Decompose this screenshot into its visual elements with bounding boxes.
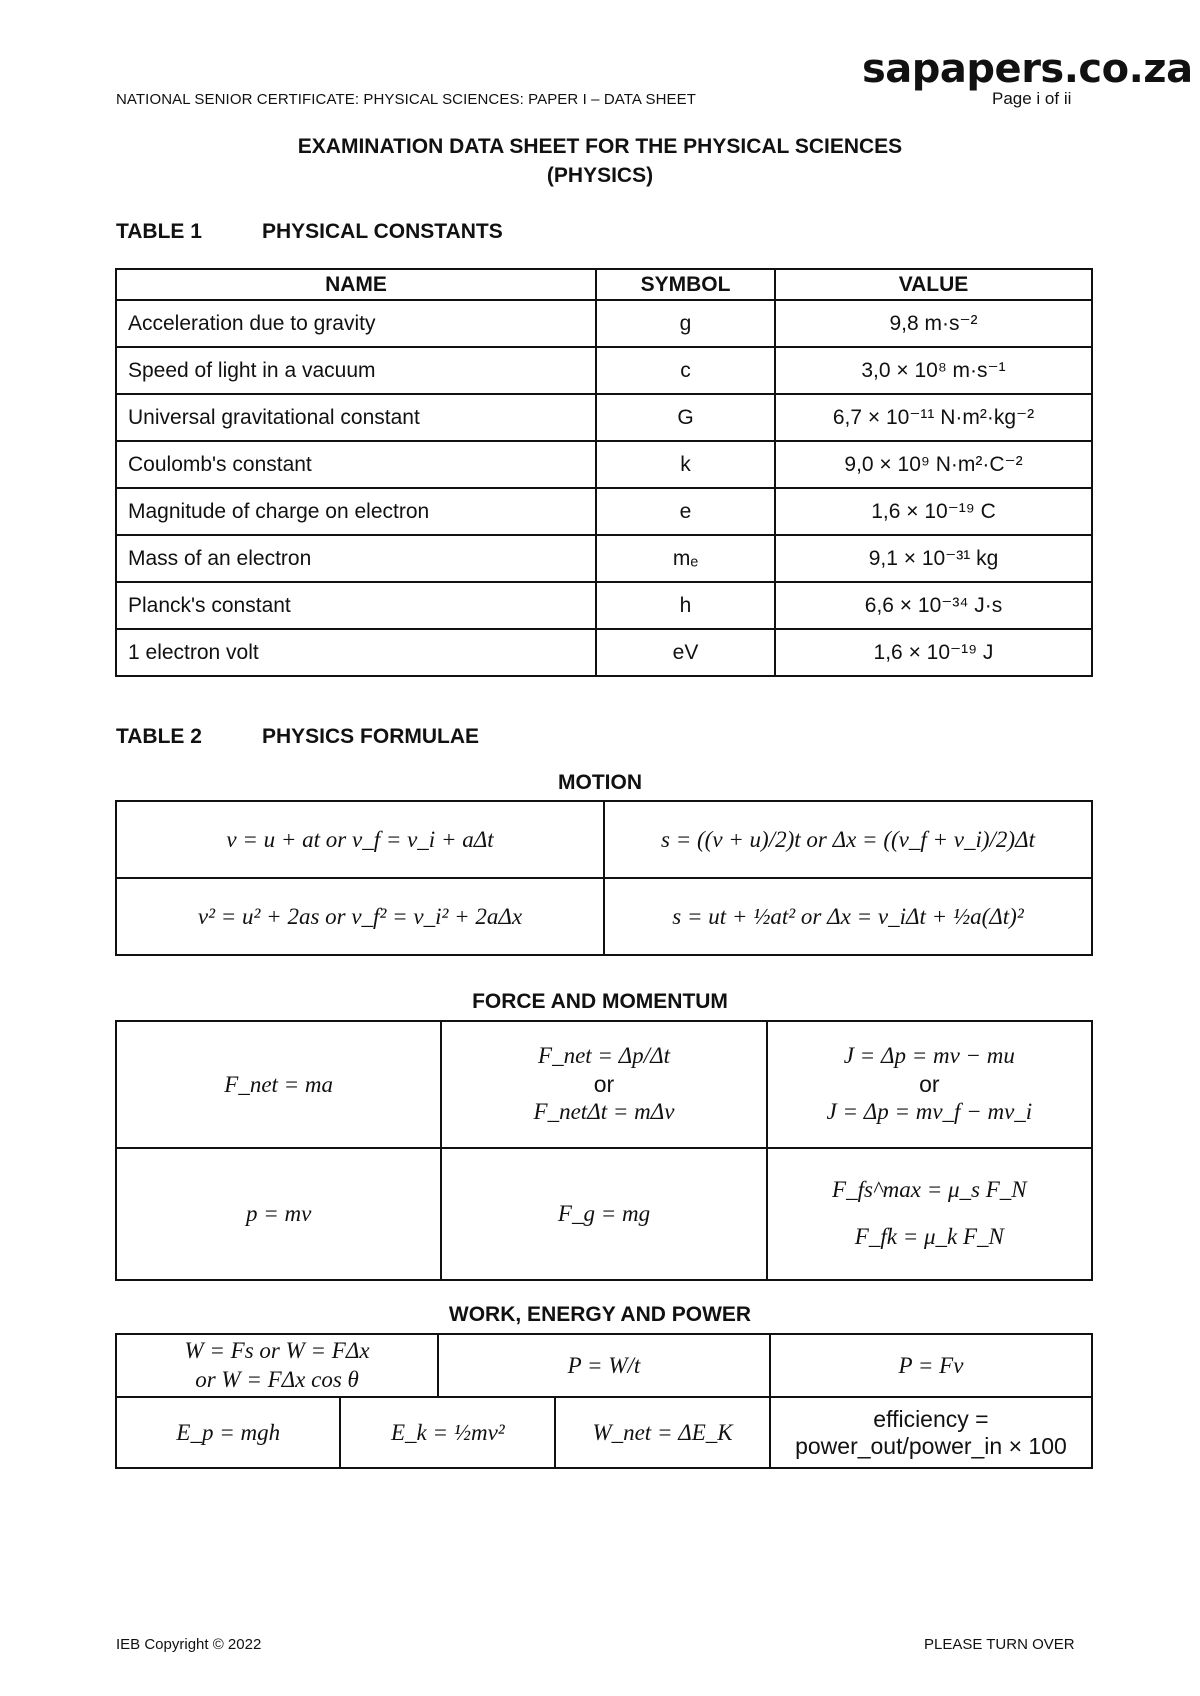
brand-logo-text: sapapers.co.za bbox=[862, 46, 1193, 92]
formula-cell: p = mv bbox=[116, 1148, 441, 1280]
table1-label: TABLE 1 bbox=[116, 220, 202, 243]
constant-value: 9,0 × 10⁹ N·m²·C⁻² bbox=[775, 441, 1092, 488]
column-header-symbol: SYMBOL bbox=[596, 269, 775, 300]
page-subtitle: (PHYSICS) bbox=[546, 164, 654, 187]
or-label: or bbox=[593, 1071, 615, 1097]
formula-cell: P = W/t bbox=[438, 1334, 770, 1397]
table-row bbox=[116, 878, 1092, 955]
formula-cell: v = u + at or v_f = v_i + aΔt bbox=[116, 801, 604, 878]
constant-name: Magnitude of charge on electron bbox=[116, 488, 596, 535]
constant-symbol: G bbox=[596, 394, 775, 441]
formula-cell bbox=[767, 1021, 1092, 1148]
formula-cell: F_g = mg bbox=[441, 1148, 766, 1280]
table-row bbox=[116, 300, 1092, 347]
table-row bbox=[116, 582, 1092, 629]
force-momentum-table bbox=[115, 1020, 1093, 1281]
constant-value: 6,6 × 10⁻³⁴ J·s bbox=[775, 582, 1092, 629]
formula-cell bbox=[116, 1334, 438, 1397]
table-row bbox=[116, 1334, 1092, 1397]
table-row bbox=[116, 394, 1092, 441]
column-header-name: NAME bbox=[116, 269, 596, 300]
constant-symbol: mₑ bbox=[596, 535, 775, 582]
header-document-title: NATIONAL SENIOR CERTIFICATE: PHYSICAL SCIENCES: PAPER I – DATA SHEET bbox=[116, 91, 696, 108]
constant-value: 6,7 × 10⁻¹¹ N·m²·kg⁻² bbox=[775, 394, 1092, 441]
formula-text: J = Δp = mv − mu bbox=[843, 1043, 1015, 1069]
constant-value: 1,6 × 10⁻¹⁹ J bbox=[775, 629, 1092, 676]
table-row bbox=[116, 1021, 1092, 1148]
table-row bbox=[116, 801, 1092, 878]
constant-symbol: c bbox=[596, 347, 775, 394]
formula-text: J = Δp = mv_f − mv_i bbox=[826, 1099, 1033, 1124]
formula-cell: efficiency = power_out/power_in × 100 bbox=[770, 1397, 1092, 1468]
formula-cell bbox=[441, 1021, 766, 1148]
constant-symbol: e bbox=[596, 488, 775, 535]
page-title: EXAMINATION DATA SHEET FOR THE PHYSICAL SCIENCES bbox=[297, 135, 903, 158]
constant-value: 1,6 × 10⁻¹⁹ C bbox=[775, 488, 1092, 535]
motion-formulae-table bbox=[115, 800, 1093, 956]
formula-text: W = Fs or W = FΔx bbox=[184, 1337, 370, 1363]
table-header-row bbox=[116, 269, 1092, 300]
constant-value: 9,1 × 10⁻³¹ kg bbox=[775, 535, 1092, 582]
constant-symbol: k bbox=[596, 441, 775, 488]
table-row bbox=[116, 347, 1092, 394]
constant-value: 9,8 m·s⁻² bbox=[775, 300, 1092, 347]
or-label: or bbox=[919, 1071, 940, 1097]
constant-symbol: eV bbox=[596, 629, 775, 676]
work-section-title: WORK, ENERGY AND POWER bbox=[448, 1303, 752, 1326]
formula-text: F_netΔt = mΔv bbox=[533, 1099, 675, 1124]
constant-name: Universal gravitational constant bbox=[116, 394, 596, 441]
table-row bbox=[116, 1397, 1092, 1468]
formula-text: F_fk = μ_k F_N bbox=[854, 1224, 1004, 1249]
formula-cell: P = Fv bbox=[770, 1334, 1092, 1397]
constant-symbol: g bbox=[596, 300, 775, 347]
force-section-title: FORCE AND MOMENTUM bbox=[472, 990, 728, 1013]
constant-name: Planck's constant bbox=[116, 582, 596, 629]
work-energy-power-table bbox=[115, 1333, 1093, 1469]
constant-name: Coulomb's constant bbox=[116, 441, 596, 488]
formula-text: or W = FΔx cos θ bbox=[195, 1366, 359, 1392]
footer-turn-over: PLEASE TURN OVER bbox=[924, 1636, 1075, 1653]
formula-cell: E_k = ½mv² bbox=[340, 1397, 555, 1468]
table1-heading bbox=[116, 220, 503, 244]
constant-value: 3,0 × 10⁸ m·s⁻¹ bbox=[775, 347, 1092, 394]
table-row bbox=[116, 441, 1092, 488]
formula-cell: F_net = ma bbox=[116, 1021, 441, 1148]
table-row bbox=[116, 488, 1092, 535]
constant-name: Speed of light in a vacuum bbox=[116, 347, 596, 394]
formula-cell: E_p = mgh bbox=[116, 1397, 340, 1468]
column-header-value: VALUE bbox=[775, 269, 1092, 300]
formula-cell: W_net = ΔE_K bbox=[555, 1397, 770, 1468]
formula-cell bbox=[767, 1148, 1092, 1280]
formula-cell: s = ut + ½at² or Δx = v_iΔt + ½a(Δt)² bbox=[604, 878, 1092, 955]
page-number: Page i of ii bbox=[992, 89, 1072, 108]
table2-name: PHYSICS FORMULAE bbox=[262, 725, 480, 748]
formula-cell: s = ((v + u)/2)t or Δx = ((v_f + v_i)/2)Δt bbox=[604, 801, 1092, 878]
formula-text: F_net = Δp/Δt bbox=[538, 1043, 670, 1069]
motion-section-title: MOTION bbox=[558, 771, 642, 794]
physical-constants-table bbox=[115, 268, 1093, 677]
table2-heading bbox=[116, 725, 480, 749]
constant-name: 1 electron volt bbox=[116, 629, 596, 676]
formula-text: F_fs^max = μ_s F_N bbox=[832, 1177, 1027, 1203]
constant-name: Mass of an electron bbox=[116, 535, 596, 582]
table-row bbox=[116, 535, 1092, 582]
table2-label: TABLE 2 bbox=[116, 725, 202, 748]
constant-symbol: h bbox=[596, 582, 775, 629]
table1-name: PHYSICAL CONSTANTS bbox=[262, 220, 503, 243]
formula-cell: v² = u² + 2as or v_f² = v_i² + 2aΔx bbox=[116, 878, 604, 955]
table-row bbox=[116, 1148, 1092, 1280]
constant-name: Acceleration due to gravity bbox=[116, 300, 596, 347]
table-row bbox=[116, 629, 1092, 676]
footer-copyright: IEB Copyright © 2022 bbox=[116, 1636, 262, 1653]
